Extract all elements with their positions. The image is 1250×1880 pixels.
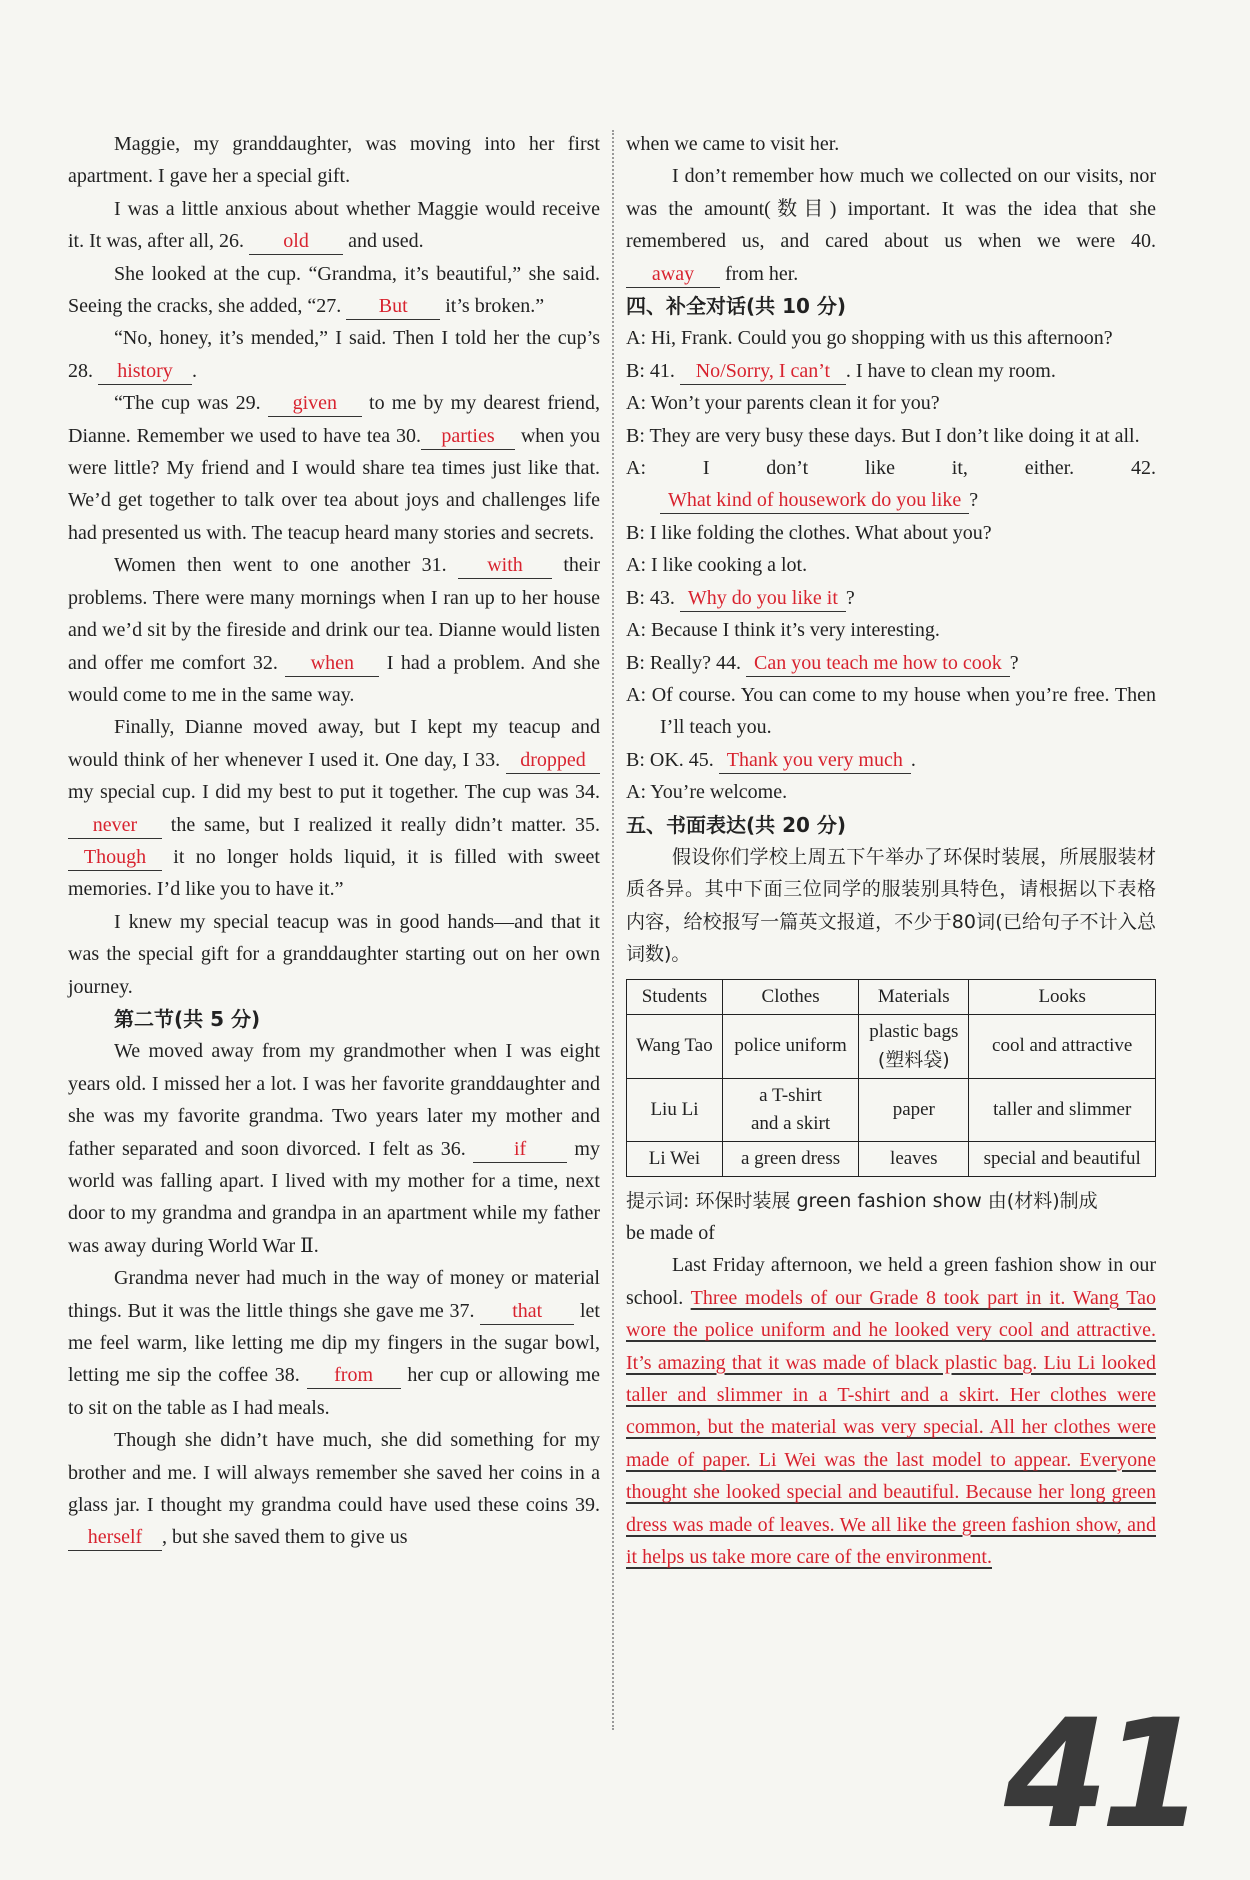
table-cell: leaves bbox=[859, 1141, 969, 1176]
text: A: I don’t like it, either. 42. bbox=[626, 457, 1156, 480]
section-heading-2: 第二节(共 5 分) bbox=[114, 1006, 261, 1031]
page-number: 41 bbox=[1004, 1688, 1197, 1862]
text: the same, but I realized it really didn’t matter. 35. bbox=[162, 813, 600, 836]
paragraph bbox=[68, 1262, 600, 1424]
cell-line: (塑料袋) bbox=[877, 1048, 950, 1071]
table-row bbox=[627, 1078, 1156, 1141]
cell-line: and a skirt bbox=[750, 1112, 831, 1134]
text: A: I like cooking a lot. bbox=[626, 554, 808, 577]
text: Though she didn’t have much, she did something for my brother and me. I will always remember she saved her coins in a glass jar. I thought my grandma could have used these coins 39. bbox=[68, 1429, 600, 1517]
answer-27: But bbox=[346, 293, 440, 320]
writing-prompt: 假设你们学校上周五下午举办了环保时装展，所展服装材质各异。其中下面三位同学的服装别具特色，请根据以下表格内容，给校报写一篇英文报道，不少于80词(已给句子不计入总词数)。 bbox=[626, 845, 1156, 966]
dialogue-line bbox=[626, 614, 1156, 646]
paragraph bbox=[68, 711, 600, 905]
text: . I have to clean my room. bbox=[845, 359, 1056, 382]
text: her cup or allowing me to sit on the table as I had meals. bbox=[68, 1364, 600, 1419]
text: I knew my special teacup was in good hands—and that it was the special gift for a granddaughter starting out on her own journey. bbox=[68, 910, 600, 998]
text: B: They are very busy these days. But I don’t like doing it at all. bbox=[626, 424, 1140, 447]
text: I had a problem. And she would come to me in the same way. bbox=[68, 651, 600, 706]
answer-45: Thank you very much bbox=[719, 747, 911, 774]
table-cell: Li Wei bbox=[627, 1141, 723, 1176]
dialogue-line bbox=[626, 517, 1156, 549]
dialogue bbox=[626, 322, 1156, 808]
text: ? bbox=[969, 489, 979, 512]
dialogue-line bbox=[626, 582, 1156, 614]
paragraph bbox=[68, 193, 600, 258]
essay bbox=[626, 1249, 1156, 1573]
table-cell: Liu Li bbox=[627, 1078, 723, 1141]
table-header: Students bbox=[627, 979, 723, 1014]
right-column bbox=[626, 128, 1156, 1573]
cell-line: a T-shirt bbox=[759, 1084, 822, 1106]
table-cell bbox=[722, 1078, 858, 1141]
left-column bbox=[68, 128, 600, 1554]
text: B: I like folding the clothes. What about you? bbox=[626, 521, 992, 544]
answer-39: herself bbox=[68, 1524, 162, 1551]
paragraph bbox=[626, 128, 1156, 160]
paragraph bbox=[68, 1424, 600, 1554]
text: B: 43. bbox=[626, 586, 680, 609]
text: . bbox=[192, 359, 197, 382]
table-row bbox=[627, 1141, 1156, 1176]
table-cell: taller and slimmer bbox=[969, 1078, 1156, 1141]
hint-words: 提示词: 环保时装展 green fashion show 由(材料)制成 bbox=[626, 1189, 1098, 1212]
answer-36: if bbox=[473, 1136, 567, 1163]
text: A: Won’t your parents clean it for you? bbox=[626, 392, 940, 415]
text: B: 41. bbox=[626, 359, 680, 382]
answer-32: when bbox=[285, 650, 379, 677]
answer-34: never bbox=[68, 812, 162, 839]
answer-37: that bbox=[480, 1298, 574, 1325]
dialogue-line bbox=[626, 387, 1156, 419]
answer-44: Can you teach me how to cook bbox=[746, 650, 1010, 677]
paragraph bbox=[68, 128, 600, 193]
hint-words-2: be made of bbox=[626, 1221, 715, 1244]
paragraph bbox=[68, 549, 600, 711]
text: I don’t remember how much we collected on our visits, nor was the amount(数目) important. It was the idea that she remembered us, and cared about us when we were 40. bbox=[626, 165, 1156, 253]
text: to me by my dearest friend, Dianne. Remember we used to have tea 30. bbox=[68, 392, 600, 447]
text: ? bbox=[1009, 651, 1019, 674]
cell-line: plastic bags bbox=[869, 1020, 959, 1042]
text: let me feel warm, like letting me dip my fingers in the sugar bowl, letting me sip the coffee 38. bbox=[68, 1299, 600, 1387]
paragraph bbox=[68, 906, 600, 1003]
text: from her. bbox=[720, 262, 799, 285]
paragraph bbox=[68, 387, 600, 549]
table-header: Clothes bbox=[722, 979, 858, 1014]
table-cell: police uniform bbox=[722, 1014, 858, 1078]
dialogue-line bbox=[626, 647, 1156, 679]
text: She looked at the cup. “Grandma, it’s beautiful,” she said. Seeing the cracks, she added, “27. bbox=[68, 262, 600, 318]
table-cell bbox=[859, 1014, 969, 1078]
text: A: Hi, Frank. Could you go shopping with us this afternoon? bbox=[626, 327, 1113, 350]
text: when you were little? My friend and I would share tea times just like that. We’d get together to talk over tea about joys and challenges life had presented us with. The teacup heard many stories and secrets. bbox=[68, 424, 600, 544]
answer-38: from bbox=[307, 1362, 401, 1389]
text: ? bbox=[845, 586, 855, 609]
text: A: You’re welcome. bbox=[626, 781, 788, 804]
paragraph bbox=[68, 258, 600, 323]
answer-28: history bbox=[98, 358, 192, 385]
text: Maggie, my granddaughter, was moving into her first apartment. I gave her a special gift. bbox=[68, 133, 600, 188]
text: A: Because I think it’s very interesting. bbox=[626, 619, 940, 642]
answer-26: old bbox=[249, 228, 343, 255]
text: , but she saved them to give us bbox=[162, 1526, 408, 1549]
answer-42: What kind of housework do you like bbox=[660, 487, 969, 514]
paragraph bbox=[68, 1035, 600, 1262]
dialogue-line bbox=[626, 452, 1156, 517]
dialogue-line bbox=[626, 355, 1156, 387]
essay-answer: Three models of our Grade 8 took part in it. Wang Tao wore the police uniform and he looked very cool and attractive. It’s amazing that it was made of black plastic bag. Liu Li looked taller and slimmer in a T-shirt and a skirt. Her clothes were common, but the material was very special. All her clothes were made of paper. Li Wei was the last model to appear. Everyone thought she looked special and beautiful. Because her long green dress was made of leaves. We all like the green fashion show, and it helps us take more care of the environment. bbox=[626, 1286, 1157, 1569]
column-divider bbox=[612, 130, 614, 1730]
text: I was a little anxious about whether Maggie would receive it. It was, after all, 26. bbox=[68, 197, 600, 253]
text: and used. bbox=[343, 230, 424, 253]
dialogue-line bbox=[626, 679, 1156, 744]
paragraph bbox=[626, 160, 1156, 290]
text: my special cup. I did my best to put it together. The cup was 34. bbox=[68, 781, 600, 804]
answer-43: Why do you like it bbox=[680, 585, 846, 612]
table-header: Materials bbox=[859, 979, 969, 1014]
table-header: Looks bbox=[969, 979, 1156, 1014]
table-header-row bbox=[627, 979, 1156, 1014]
table-cell: paper bbox=[859, 1078, 969, 1141]
text: my world was falling apart. I lived with my mother for a time, next door to my grandma and grandpa in an apartment while my father was away during World War Ⅱ. bbox=[68, 1137, 600, 1257]
text: it no longer holds liquid, it is filled with sweet memories. I’d like you to have it.” bbox=[68, 845, 600, 901]
text: their problems. There were many mornings when I ran up to her house and we’d sit by the fireside and drink our tea. Dianne would listen and offer me comfort 32. bbox=[68, 554, 600, 674]
dialogue-line bbox=[626, 549, 1156, 581]
answer-33: dropped bbox=[506, 747, 600, 774]
answer-30: parties bbox=[421, 423, 515, 450]
answer-40: away bbox=[626, 261, 720, 288]
section-heading-4: 四、补全对话(共 10 分) bbox=[626, 294, 847, 319]
dialogue-line bbox=[626, 744, 1156, 776]
table-row bbox=[627, 1014, 1156, 1078]
text: Grandma never had much in the way of money or material things. But it was the little things she gave me 37. bbox=[68, 1267, 600, 1322]
text: it’s broken.” bbox=[440, 295, 545, 318]
answer-29: given bbox=[268, 390, 362, 417]
table-cell: cool and attractive bbox=[969, 1014, 1156, 1078]
section-heading-5: 五、书面表达(共 20 分) bbox=[626, 812, 847, 837]
text: Finally, Dianne moved away, but I kept my teacup and would think of her whenever I used it. One day, I 33. bbox=[68, 716, 600, 771]
text: A: Of course. You can come to my house when you’re free. Then I’ll teach you. bbox=[626, 683, 1156, 739]
answer-31: with bbox=[458, 552, 552, 579]
text: B: Really? 44. bbox=[626, 651, 746, 674]
table-cell: a green dress bbox=[722, 1141, 858, 1176]
text: We moved away from my grandmother when I was eight years old. I missed her a lot. I was her favorite granddaughter and she was my favorite grandma. Two years later my mother and father separated and soon divorced. I felt as 36. bbox=[68, 1040, 600, 1160]
text: B: OK. 45. bbox=[626, 748, 719, 771]
table-cell: Wang Tao bbox=[627, 1014, 723, 1078]
materials-table bbox=[626, 979, 1156, 1177]
paragraph bbox=[68, 322, 600, 387]
essay-start: Last Friday afternoon, we held a green fashion show in our school. bbox=[626, 1254, 1156, 1309]
text: when we came to visit her. bbox=[626, 133, 840, 155]
text: “The cup was 29. bbox=[114, 392, 268, 415]
text: . bbox=[910, 748, 916, 771]
text: “No, honey, it’s mended,” I said. Then I told her the cup’s 28. bbox=[68, 327, 600, 382]
answer-41: No/Sorry, I can’t bbox=[680, 358, 846, 385]
table-cell: special and beautiful bbox=[969, 1141, 1156, 1176]
dialogue-line bbox=[626, 322, 1156, 354]
answer-35: Though bbox=[68, 844, 162, 871]
text: Women then went to one another 31. bbox=[114, 554, 458, 577]
dialogue-line bbox=[626, 776, 1156, 808]
dialogue-line bbox=[626, 420, 1156, 452]
